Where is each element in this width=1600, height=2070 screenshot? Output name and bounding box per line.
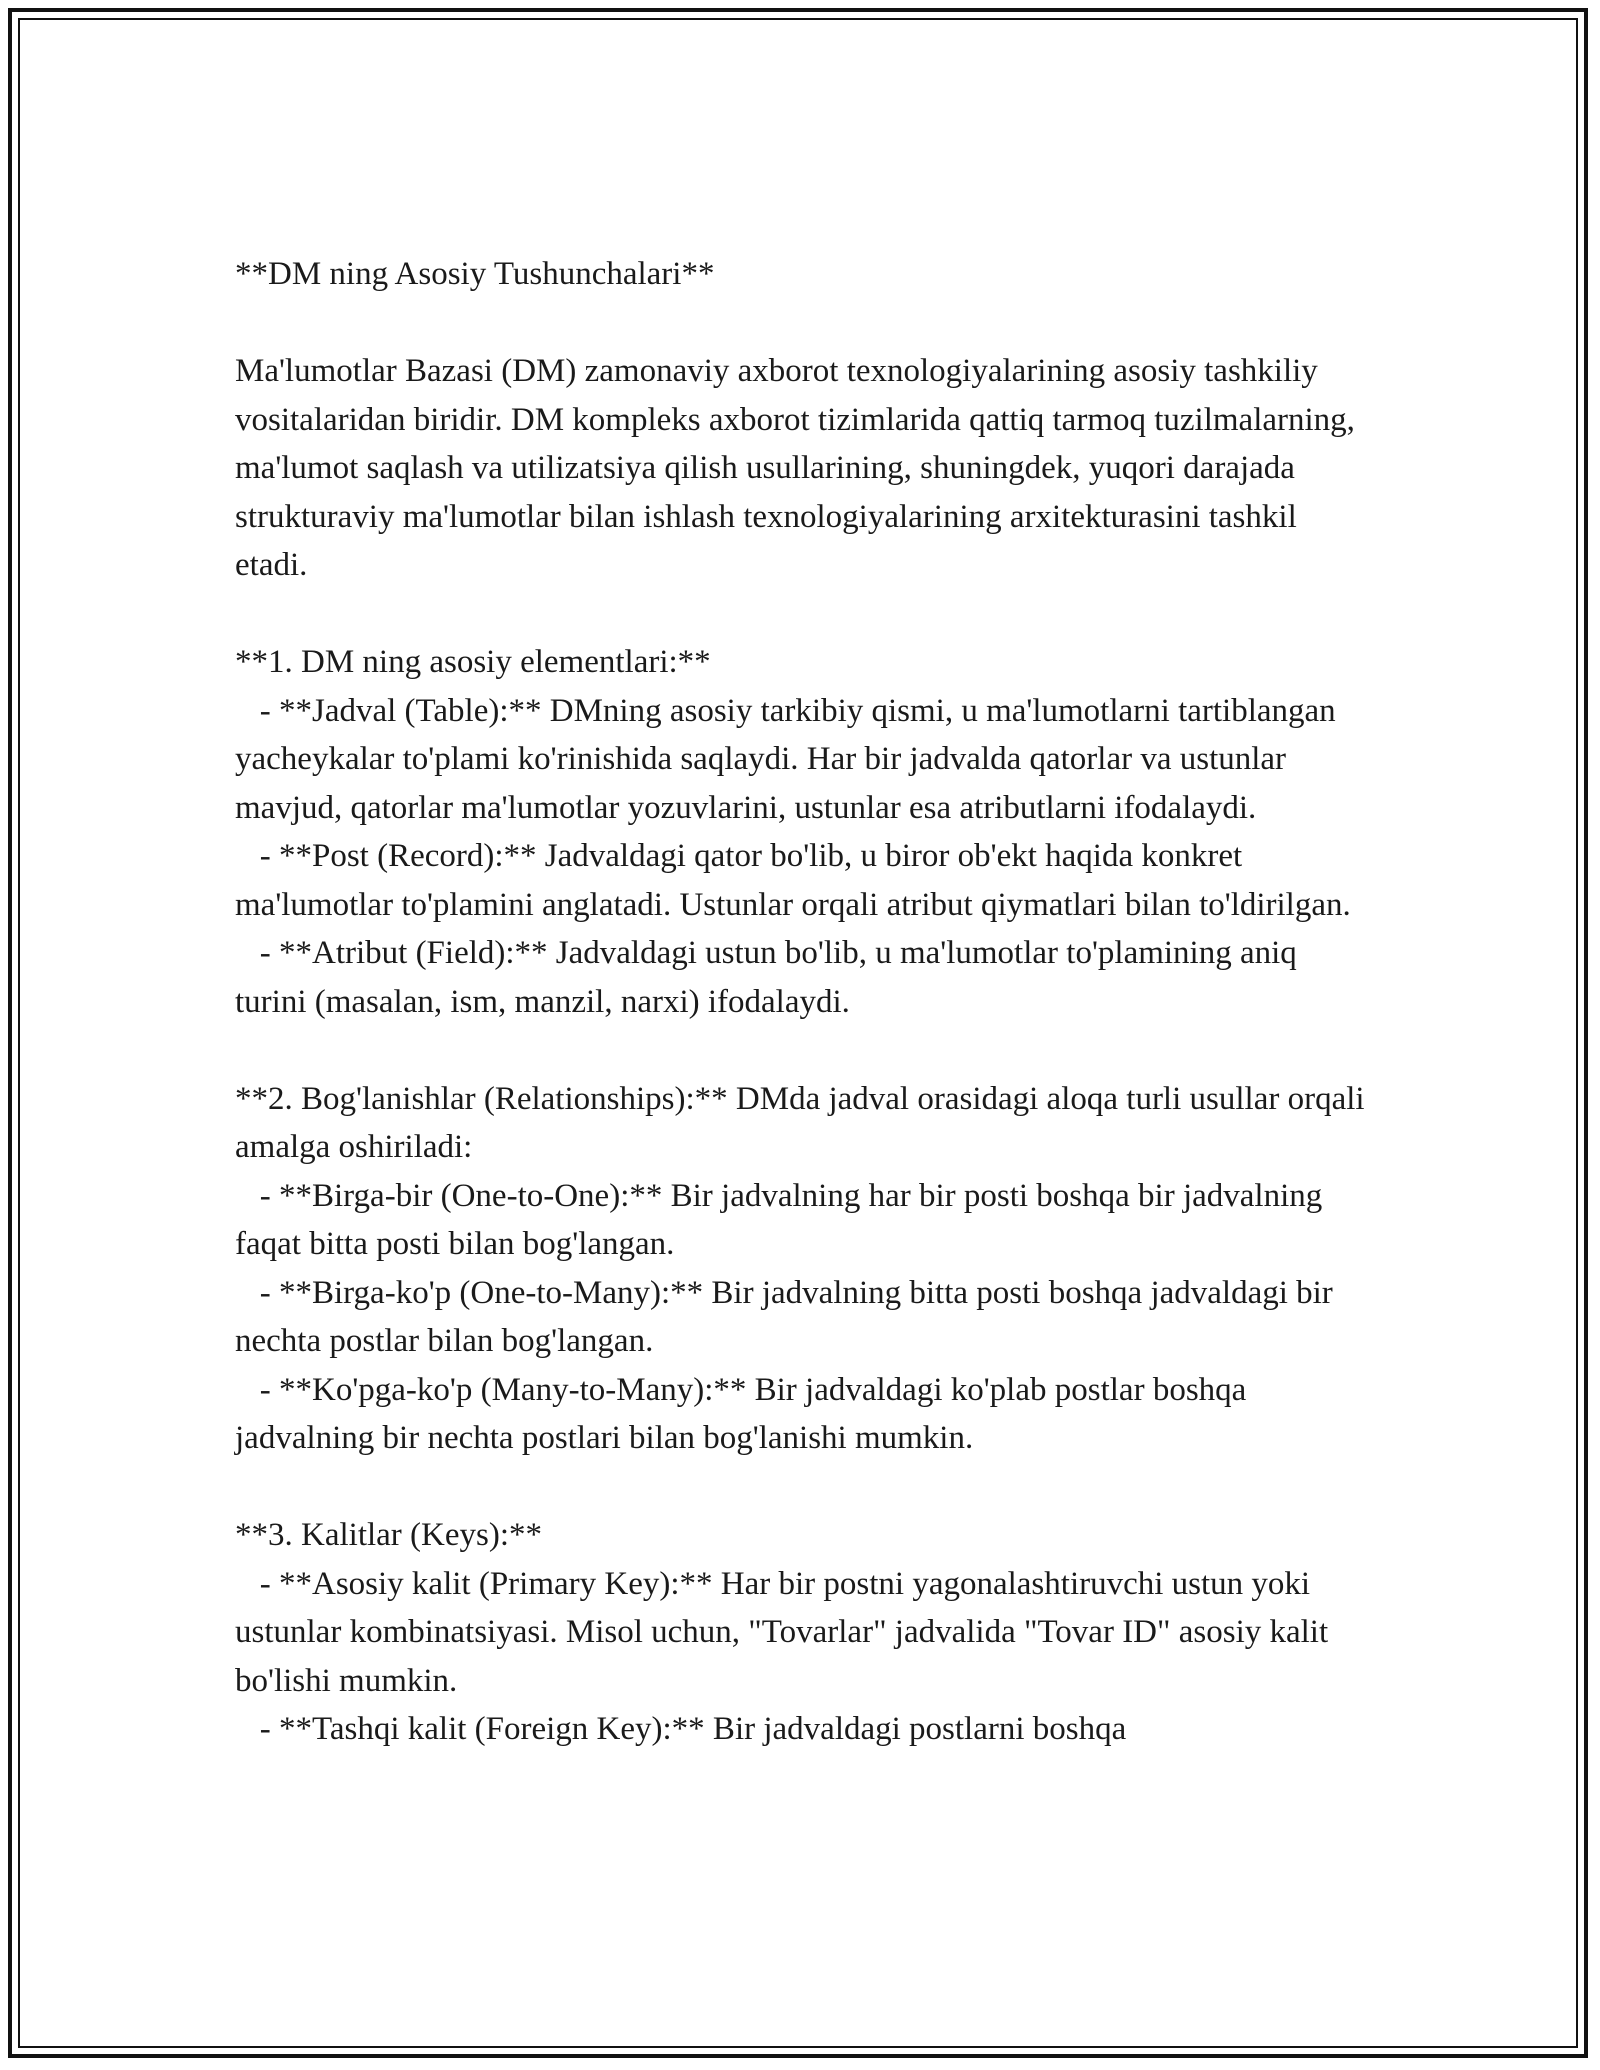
document-title: **DM ning Asosiy Tushunchalari**: [235, 256, 715, 292]
list-item: - **Birga-ko'p (One-to-Many):** Bir jadvalning bitta posti boshqa jadvaldagi bir nechta postlar bilan bog'langan.: [235, 1274, 1342, 1359]
list-item: - **Post (Record):** Jadvaldagi qator bo'lib, u biror ob'ekt haqida konkret ma'lumotlar to'plamini anglatadi. Ustunlar orqali atribut qiymatlari bilan to'ldirilgan.: [235, 838, 1351, 923]
section-heading: **2. Bog'lanishlar (Relationships):** DMda jadval orasidagi aloqa turli usullar orqali amalga oshiriladi:: [235, 1080, 1373, 1165]
list-item: - **Birga-bir (One-to-One):** Bir jadvalning har bir posti boshqa bir jadvalning faqat bitta posti bilan bog'langan.: [235, 1177, 1331, 1262]
list-item: - **Asosiy kalit (Primary Key):** Har bir postni yagonalashtiruvchi ustun yoki ustunlar kombinatsiyasi. Misol uchun, "Tovarlar" jadvalida "Tovar ID" asosiy kalit bo'lishi mumkin.: [235, 1565, 1337, 1699]
list-item: - **Jadval (Table):** DMning asosiy tarkibiy qismi, u ma'lumotlarni tartiblangan yacheykalar to'plami ko'rinishida saqlaydi. Har bir jadvalda qatorlar va ustunlar mavjud, qatorlar ma'lumotlar yozuvlarini, ustunlar esa atributlarni ifodalaydi.: [235, 692, 1344, 826]
paragraph-gap: [235, 1463, 1375, 1512]
section-relationships: [235, 1075, 1375, 1463]
paragraph-gap: [235, 590, 1375, 639]
paragraph-gap: [235, 1026, 1375, 1075]
section-heading: **1. DM ning asosiy elementlari:**: [235, 644, 711, 680]
list-item: - **Atribut (Field):** Jadvaldagi ustun bo'lib, u ma'lumotlar to'plamining aniq turini (masalan, ism, manzil, narxi) ifodalaydi.: [235, 935, 1306, 1020]
paragraph-gap: [235, 299, 1375, 348]
list-item: - **Ko'pga-ko'p (Many-to-Many):** Bir jadvaldagi ko'plab postlar boshqa jadvalning bir nechta postlari bilan bog'lanishi mumkin.: [235, 1371, 1255, 1456]
section-heading: **3. Kalitlar (Keys):**: [235, 1517, 543, 1553]
list-item: - **Tashqi kalit (Foreign Key):** Bir jadvaldagi postlarni boshqa: [235, 1711, 1127, 1747]
intro-paragraph: Ma'lumotlar Bazasi (DM) zamonaviy axborot texnologiyalarining asosiy tashkiliy vositalaridan biridir. DM kompleks axborot tizimlarida qattiq tarmoq tuzilmalarning, ma'lumot saqlash va utilizatsiya qilish usullarining, shuningdek, yuqori darajada strukturaviy ma'lumotlar bilan ishlash texnologiyalarining arxitekturasini tashkil etadi.: [235, 353, 1364, 583]
document-body: [235, 250, 1375, 1754]
section-elements: [235, 638, 1375, 1026]
section-keys: [235, 1511, 1375, 1754]
